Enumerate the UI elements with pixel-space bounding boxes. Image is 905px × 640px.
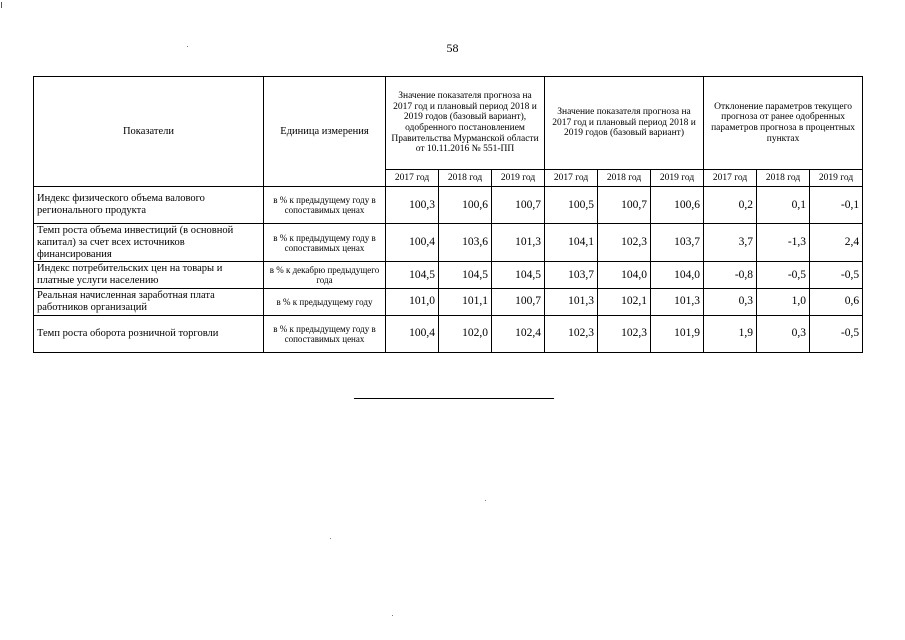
value-cell: -0,5 xyxy=(757,262,810,289)
value-cell: 103,7 xyxy=(545,262,598,289)
header-group-approved: Значение показателя прогноза на 2017 год и плановый период 2018 и 2019 годов (базовый вариант), одобренного постановлением Правительства Мурманской области от 10.11.2016 № 551-ПП xyxy=(386,77,545,170)
value-cell: 0,3 xyxy=(757,315,810,352)
end-of-document-rule xyxy=(354,398,554,399)
value-cell: 104,5 xyxy=(386,262,439,289)
table-row xyxy=(34,224,863,262)
value-cell: -0,5 xyxy=(810,262,863,289)
value-cell: 0,2 xyxy=(704,187,757,224)
indicator-cell: Темп роста объема инвестиций (в основной капитал) за счет всех источников финансирования xyxy=(34,224,264,262)
indicator-cell: Реальная начисленная заработная плата работников организаций xyxy=(34,288,264,315)
value-cell: 100,7 xyxy=(598,187,651,224)
year-header: 2017 год xyxy=(704,170,757,187)
year-header: 2019 год xyxy=(492,170,545,187)
value-cell: 2,4 xyxy=(810,224,863,262)
header-row xyxy=(34,77,863,170)
year-header: 2018 год xyxy=(439,170,492,187)
value-cell: 100,4 xyxy=(386,224,439,262)
value-cell: 1,9 xyxy=(704,315,757,352)
year-header: 2018 год xyxy=(757,170,810,187)
table-row xyxy=(34,262,863,289)
page-number: 58 xyxy=(446,41,459,55)
unit-cell: в % к предыдущему году xyxy=(264,288,386,315)
value-cell: 0,3 xyxy=(704,288,757,315)
unit-cell: в % к предыдущему году в сопоставимых ценах xyxy=(264,224,386,262)
scan-mark xyxy=(1,2,2,8)
scan-speck xyxy=(485,500,486,501)
value-cell: 101,1 xyxy=(439,288,492,315)
unit-cell: в % к предыдущему году в сопоставимых ценах xyxy=(264,187,386,224)
value-cell: -0,1 xyxy=(810,187,863,224)
header-indicator: Показатели xyxy=(34,77,264,187)
scan-speck xyxy=(392,615,393,616)
unit-cell: в % к предыдущему году в сопоставимых ценах xyxy=(264,315,386,352)
value-cell: 103,7 xyxy=(651,224,704,262)
value-cell: 100,7 xyxy=(492,187,545,224)
value-cell: 101,3 xyxy=(492,224,545,262)
scan-speck xyxy=(187,46,188,47)
header-unit: Единица измерения xyxy=(264,77,386,187)
value-cell: 100,3 xyxy=(386,187,439,224)
indicator-cell: Индекс потребительских цен на товары и платные услуги населению xyxy=(34,262,264,289)
value-cell: 100,6 xyxy=(439,187,492,224)
value-cell: 100,5 xyxy=(545,187,598,224)
value-cell: 100,4 xyxy=(386,315,439,352)
value-cell: 101,3 xyxy=(651,288,704,315)
year-header: 2019 год xyxy=(651,170,704,187)
value-cell: 101,9 xyxy=(651,315,704,352)
year-header: 2017 год xyxy=(386,170,439,187)
header-group-current: Значение показателя прогноза на 2017 год и плановый период 2018 и 2019 годов (базовый вариант) xyxy=(545,77,704,170)
value-cell: 102,3 xyxy=(545,315,598,352)
value-cell: 101,0 xyxy=(386,288,439,315)
indicator-cell: Темп роста оборота розничной торговли xyxy=(34,315,264,352)
value-cell: 102,3 xyxy=(598,315,651,352)
year-header: 2019 год xyxy=(810,170,863,187)
value-cell: 104,0 xyxy=(651,262,704,289)
value-cell: 104,5 xyxy=(439,262,492,289)
table-row xyxy=(34,288,863,315)
value-cell: 104,1 xyxy=(545,224,598,262)
year-header: 2017 год xyxy=(545,170,598,187)
value-cell: 1,0 xyxy=(757,288,810,315)
indicator-cell: Индекс физического объема валового регионального продукта xyxy=(34,187,264,224)
forecast-table xyxy=(33,76,863,353)
value-cell: 102,1 xyxy=(598,288,651,315)
header-group-deviation: Отклонение параметров текущего прогноза от ранее одобренных параметров прогноза в процентных пунктах xyxy=(704,77,863,170)
table-row xyxy=(34,315,863,352)
scan-speck xyxy=(330,538,331,539)
table-row xyxy=(34,187,863,224)
value-cell: -0,8 xyxy=(704,262,757,289)
unit-cell: в % к декабрю предыдущего года xyxy=(264,262,386,289)
value-cell: 3,7 xyxy=(704,224,757,262)
value-cell: 104,5 xyxy=(492,262,545,289)
value-cell: 100,7 xyxy=(492,288,545,315)
value-cell: 100,6 xyxy=(651,187,704,224)
value-cell: 103,6 xyxy=(439,224,492,262)
value-cell: 102,0 xyxy=(439,315,492,352)
value-cell: 102,3 xyxy=(598,224,651,262)
value-cell: 0,1 xyxy=(757,187,810,224)
year-header: 2018 год xyxy=(598,170,651,187)
value-cell: 104,0 xyxy=(598,262,651,289)
value-cell: 0,6 xyxy=(810,288,863,315)
value-cell: -0,5 xyxy=(810,315,863,352)
value-cell: 101,3 xyxy=(545,288,598,315)
value-cell: -1,3 xyxy=(757,224,810,262)
value-cell: 102,4 xyxy=(492,315,545,352)
